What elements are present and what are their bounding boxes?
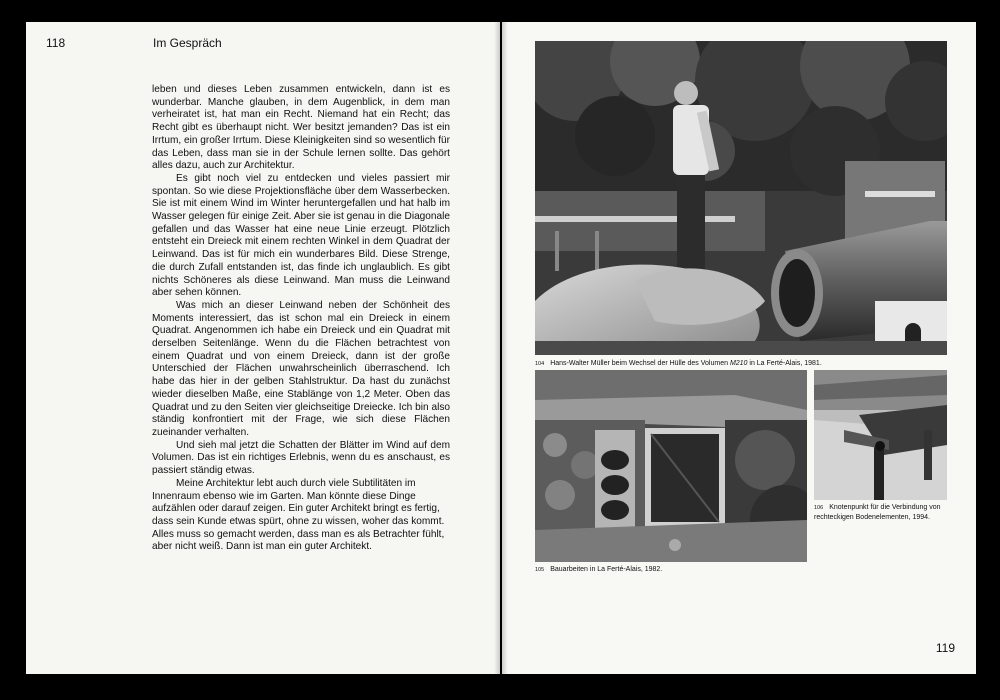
photo-joint-detail — [814, 370, 947, 500]
paragraph: leben und dieses Leben zusammen entwickeln, dann ist es wunderbar. Manche glauben, in dem Augenblick, in dem man verheiratet ist, hat man ein Recht. Niemand hat ein Recht; das Recht gibt es überhaupt nicht. Wer besitzt jemanden? Das ist ein Irrtum, ein großer Irrtum. Diese Kleinigkeiten sind so wesentlich für das Leben, dass man sie in der Schule lernen sollte. Das gehört alles dazu, auch zur Architektur. — [152, 84, 450, 172]
photo-workshop-volume — [535, 41, 947, 355]
caption-106: 106 Knotenpunkt für die Verbindung von rechteckigen Bodenelementen, 1994. — [814, 504, 941, 521]
page-number-right: 119 — [935, 641, 955, 655]
paragraph: Was mich an dieser Leinwand neben der Schönheit des Moments interessiert, das ist schon mal ein Dreieck in einem Quadrat. Angenommen ich habe ein Dreieck und ein Quadrat mit derselben Seitenlänge. Wenn du die Flächen betrachtest von einem Quadrat und von einem Dreieck, dann ist der große Unterschied der Flächen unwahrscheinlich überraschend. Ich habe das hier in der gelben Stahlstruktur. Da hast du zunächst wieder dieselben Maße, eine Stablänge von 1,2 Meter. Oben das Quadrat und zu den Seiten vier gleichseitige Dreiecke. Ich bin also ständig konfrontiert mit der Frage, wie sich diese Flächen zueinander verhalten. — [152, 299, 450, 438]
figure-number: 106 — [814, 505, 824, 511]
paragraph: Meine Architektur lebt auch durch viele Subtilitäten im Innenraum ebenso wie im Garten. Man könnte diese Dinge aufzählen oder darauf zeigen. Ein guter Architekt bringt es fertig, dass sein Kunde etwas spürt, ohne zu wissen, woher das kommt. Alles muss so gemacht werden, dass man es als Betrachter fühlt, aber nicht weiß. Dann ist man ein guter Architekt. — [152, 477, 445, 553]
book-spread — [26, 22, 976, 674]
right-page — [502, 22, 976, 674]
page-number-left: 118 — [46, 36, 66, 50]
paragraph: Es gibt noch viel zu entdecken und vieles passiert mir spontan. So wie diese Projektionsfläche über dem Wasserbecken. Sie ist mit einem Wind im Winter heruntergefallen und hat halb im Wasser gelegen für einige Zeit. Aber sie ist genau in die Diagonale gefallen und das Wasser hat eine neue Linie erzeugt. Plötzlich entsteht ein Dreieck mit einem rechten Winkel in dem Quadrat der Leinwand. Das ist für mich ein wunderbares Bild. Diese Strenge, die durch Zufall entstanden ist, das finde ich unglaublich. Es gibt nichts Schöneres als diese Leinwand. Man muss die Leinwand aber sehen können. — [152, 172, 450, 299]
caption-104: 104 Hans-Walter Müller beim Wechsel der Hülle des Volumen M210 in La Ferté-Alais, 1981. — [535, 360, 822, 367]
interview-text — [152, 84, 450, 554]
figure-number: 104 — [535, 361, 545, 367]
photo-construction — [535, 370, 807, 562]
caption-105: 105 Bauarbeiten in La Ferté-Alais, 1982. — [535, 566, 663, 573]
left-page — [26, 22, 500, 674]
section-title: Im Gespräch — [153, 36, 222, 50]
paragraph: Und sieh mal jetzt die Schatten der Blätter im Wind auf dem Volumen. Das ist ein richtiges Erlebnis, wenn du es anschaust, es passiert ständig etwas. — [152, 439, 450, 477]
figure-number: 105 — [535, 567, 545, 573]
